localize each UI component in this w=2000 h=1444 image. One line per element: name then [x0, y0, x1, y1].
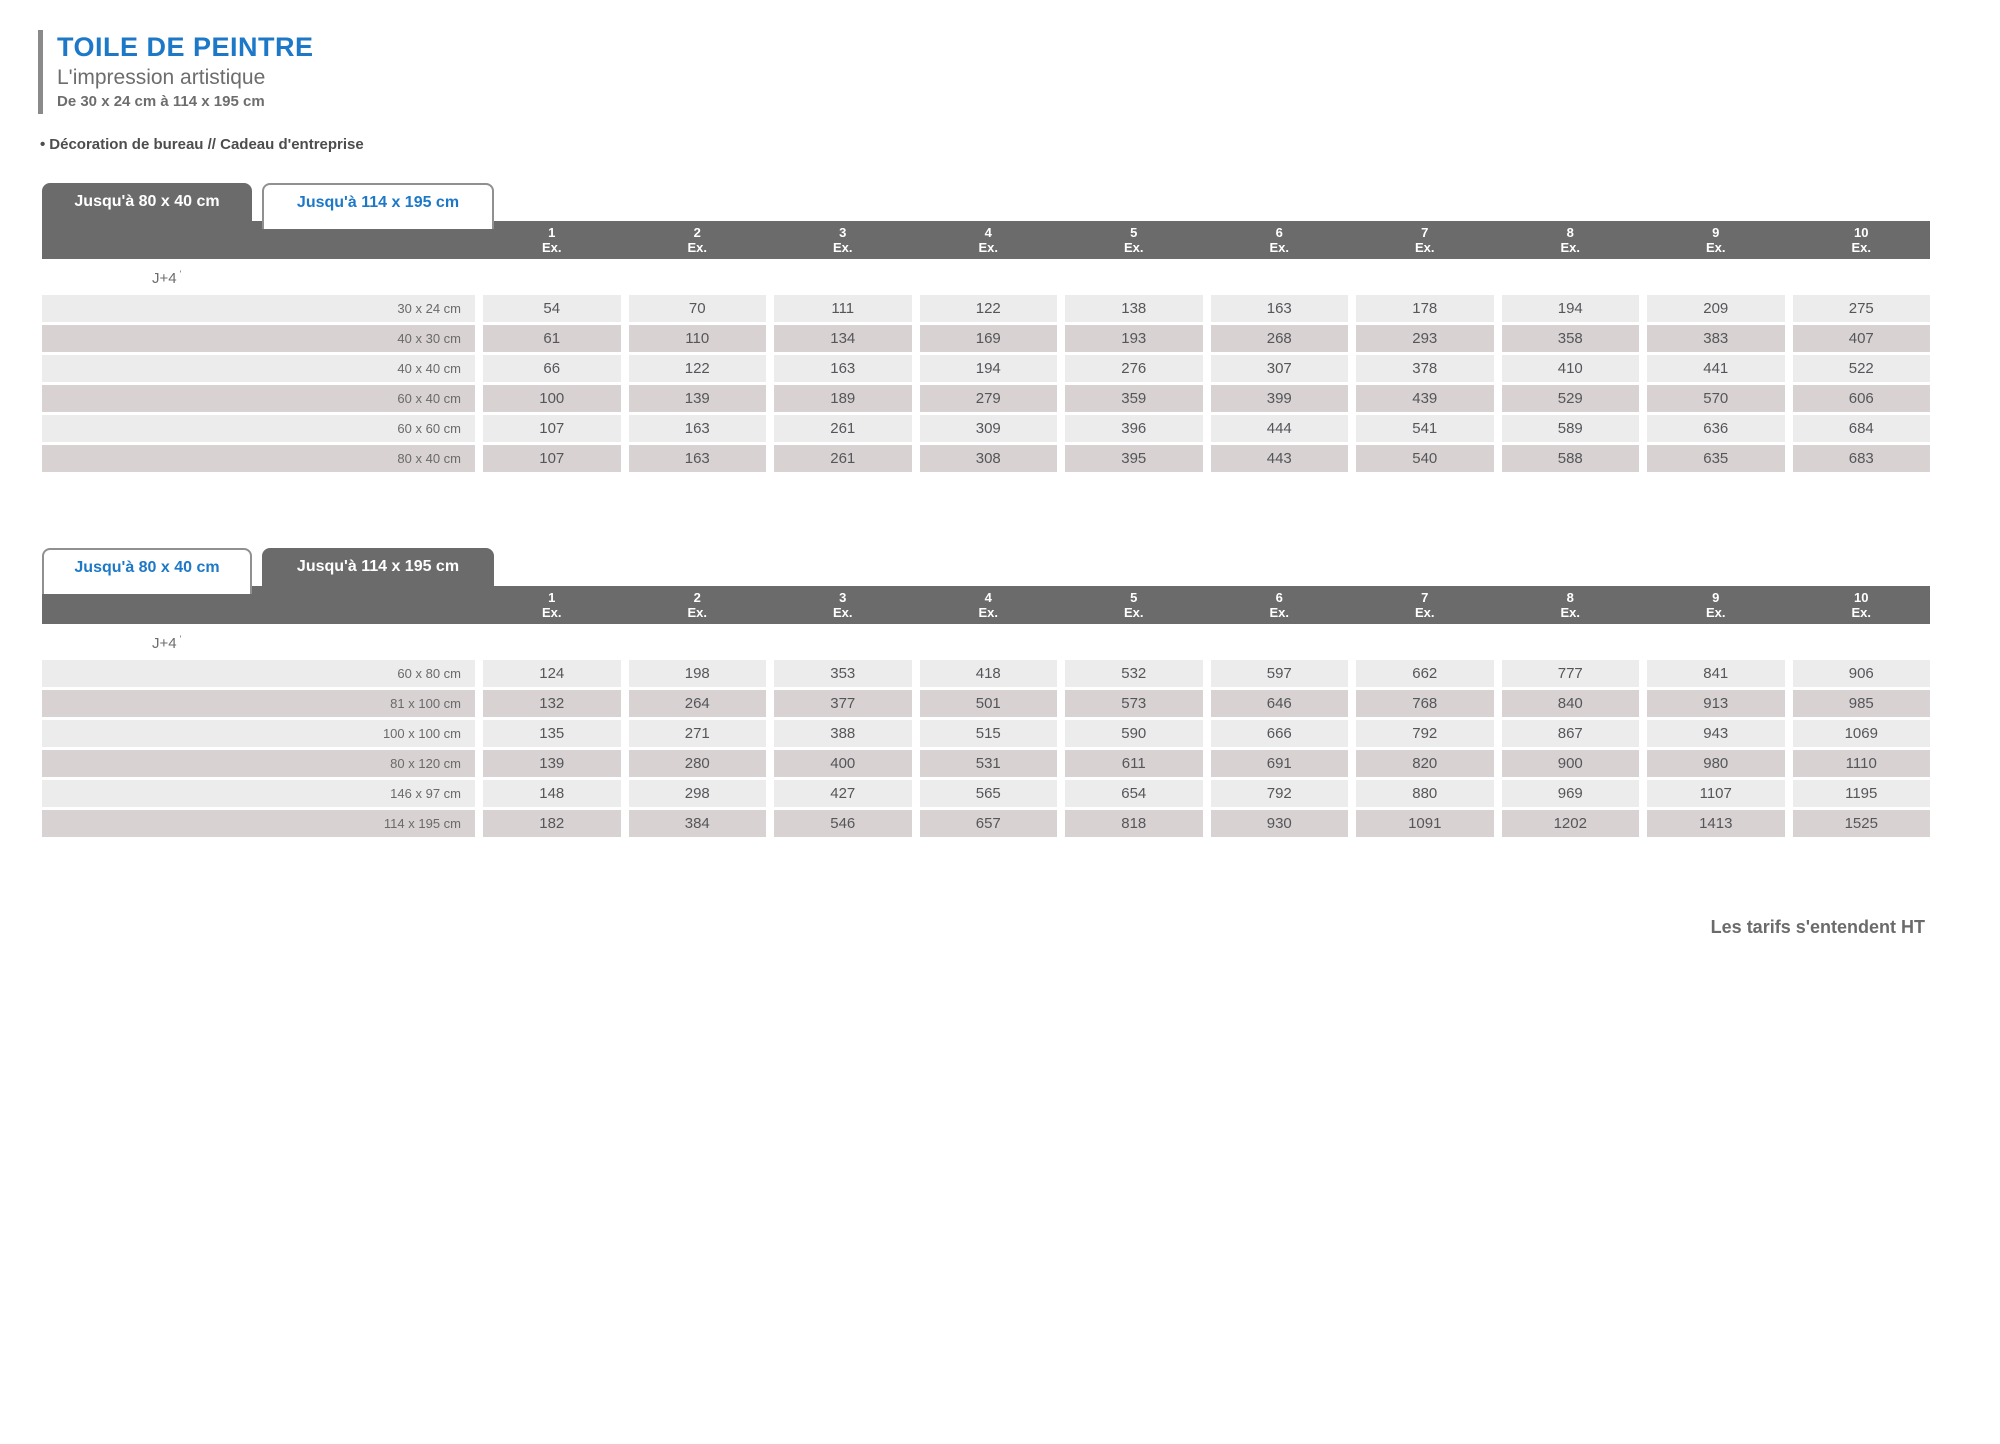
quantity-number: 10: [1854, 224, 1869, 240]
quantity-column-header: [1211, 225, 1349, 256]
price-cell: 906: [1793, 660, 1931, 687]
page-header: [38, 30, 2000, 114]
price-cell: 531: [920, 750, 1058, 777]
tab-row: [42, 546, 1930, 586]
size-label: 60 x 40 cm: [42, 385, 475, 412]
price-cell: 820: [1356, 750, 1494, 777]
size-label: 114 x 195 cm: [42, 810, 475, 837]
tab-row: [42, 181, 1930, 221]
quantity-unit: Ex.: [832, 604, 853, 620]
price-cell: 189: [774, 385, 912, 412]
price-cell: 900: [1502, 750, 1640, 777]
quantity-number: 6: [1275, 589, 1283, 605]
price-cell: 1202: [1502, 810, 1640, 837]
price-cell: 194: [920, 355, 1058, 382]
price-cell: 268: [1211, 325, 1349, 352]
price-cell: 657: [920, 810, 1058, 837]
quantity-unit: Ex.: [978, 604, 998, 620]
price-cell: 358: [1502, 325, 1640, 352]
quantity-column-header: [483, 225, 621, 256]
tagline-text: Décoration de bureau // Cadeau d'entreprise: [49, 136, 364, 153]
quantity-unit: Ex.: [1123, 239, 1144, 255]
price-cell: 280: [629, 750, 767, 777]
price-cell: 298: [629, 780, 767, 807]
price-cell: 636: [1647, 415, 1785, 442]
quantity-number: 1: [548, 589, 556, 605]
quantity-number: 3: [839, 224, 847, 240]
quantity-number: 10: [1854, 589, 1869, 605]
price-cell: 54: [483, 295, 621, 322]
price-cell: 163: [629, 445, 767, 472]
price-cell: 66: [483, 355, 621, 382]
pricing-tables: [0, 181, 2000, 837]
price-cell: 841: [1647, 660, 1785, 687]
quantity-column-header: [629, 225, 767, 256]
quantity-column-header: [1211, 590, 1349, 621]
quantity-column-header: [1356, 590, 1494, 621]
table-row: [42, 295, 1930, 322]
price-cell: 444: [1211, 415, 1349, 442]
size-label: 81 x 100 cm: [42, 690, 475, 717]
price-cell: 840: [1502, 690, 1640, 717]
price-cell: 691: [1211, 750, 1349, 777]
price-cell: 1413: [1647, 810, 1785, 837]
quantity-number: 5: [1130, 224, 1138, 240]
price-cell: 276: [1065, 355, 1203, 382]
tab-up-to-80x40[interactable]: Jusqu'à 80 x 40 cm: [42, 183, 252, 221]
quantity-column-header: [920, 590, 1058, 621]
price-cell: 407: [1793, 325, 1931, 352]
price-cell: 590: [1065, 720, 1203, 747]
price-cell: 1069: [1793, 720, 1931, 747]
size-label: 60 x 80 cm: [42, 660, 475, 687]
quantity-number: 8: [1566, 589, 1574, 605]
quantity-unit: Ex.: [1414, 239, 1435, 255]
price-cell: 1107: [1647, 780, 1785, 807]
quantity-number: 5: [1130, 589, 1138, 605]
price-cell: 399: [1211, 385, 1349, 412]
quantity-column-header: [1065, 225, 1203, 256]
price-cell: 378: [1356, 355, 1494, 382]
quantity-column-header: [1647, 225, 1785, 256]
price-cell: 597: [1211, 660, 1349, 687]
price-cell: 792: [1356, 720, 1494, 747]
lead-time-text: J+4: [152, 270, 177, 287]
quantity-column-header: [483, 590, 621, 621]
price-cell: 565: [920, 780, 1058, 807]
quantity-unit: Ex.: [832, 239, 853, 255]
price-cell: 501: [920, 690, 1058, 717]
quantity-number: 9: [1712, 224, 1720, 240]
price-cell: 969: [1502, 780, 1640, 807]
quantity-number: 8: [1566, 224, 1574, 240]
price-cell: 388: [774, 720, 912, 747]
price-cell: 139: [483, 750, 621, 777]
price-cell: 588: [1502, 445, 1640, 472]
quantity-unit: Ex.: [541, 239, 562, 255]
lead-time-footnote-mark: ': [179, 269, 182, 279]
quantity-unit: Ex.: [1414, 604, 1435, 620]
price-cell: 110: [629, 325, 767, 352]
size-label: 100 x 100 cm: [42, 720, 475, 747]
price-cell: 943: [1647, 720, 1785, 747]
price-cell: 261: [774, 415, 912, 442]
price-cell: 193: [1065, 325, 1203, 352]
price-cell: 930: [1211, 810, 1349, 837]
table-row: [42, 415, 1930, 442]
quantity-column-header: [1502, 225, 1640, 256]
price-cell: 353: [774, 660, 912, 687]
price-cell: 182: [483, 810, 621, 837]
quantity-number: 7: [1421, 589, 1429, 605]
price-cell: 427: [774, 780, 912, 807]
price-cell: 635: [1647, 445, 1785, 472]
price-cell: 275: [1793, 295, 1931, 322]
quantity-column-header: [774, 590, 912, 621]
price-cell: 777: [1502, 660, 1640, 687]
quantity-unit: Ex.: [1851, 604, 1871, 620]
price-cell: 570: [1647, 385, 1785, 412]
price-cell: 913: [1647, 690, 1785, 717]
price-cell: 264: [629, 690, 767, 717]
price-cell: 178: [1356, 295, 1494, 322]
quantity-column-header: [629, 590, 767, 621]
page-title: TOILE DE PEINTRE: [57, 32, 314, 62]
price-cell: 307: [1211, 355, 1349, 382]
price-cell: 396: [1065, 415, 1203, 442]
quantity-column-header: [1793, 590, 1931, 621]
quantity-number: 2: [693, 224, 701, 240]
lead-time-text: J+4: [152, 635, 177, 652]
price-cell: 308: [920, 445, 1058, 472]
price-cell: 418: [920, 660, 1058, 687]
price-cell: 611: [1065, 750, 1203, 777]
quantity-number: 6: [1275, 224, 1283, 240]
price-cell: 122: [920, 295, 1058, 322]
price-cell: 395: [1065, 445, 1203, 472]
price-cell: 163: [774, 355, 912, 382]
quantity-column-header: [1065, 590, 1203, 621]
size-range: De 30 x 24 cm à 114 x 195 cm: [57, 93, 265, 110]
price-cell: 61: [483, 325, 621, 352]
table-row: [42, 355, 1930, 382]
price-cell: 646: [1211, 690, 1349, 717]
price-cell: 410: [1502, 355, 1640, 382]
price-cell: 1110: [1793, 750, 1931, 777]
size-label: 40 x 40 cm: [42, 355, 475, 382]
quantity-unit: Ex.: [1269, 604, 1289, 620]
quantity-unit: Ex.: [1560, 604, 1580, 620]
quantity-column-header: [920, 225, 1058, 256]
size-label: 30 x 24 cm: [42, 295, 475, 322]
price-cell: 606: [1793, 385, 1931, 412]
price-table-group: [42, 546, 1930, 837]
price-cell: 768: [1356, 690, 1494, 717]
price-cell: 441: [1647, 355, 1785, 382]
price-cell: 666: [1211, 720, 1349, 747]
price-cell: 980: [1647, 750, 1785, 777]
tab-up-to-114x195[interactable]: Jusqu'à 114 x 195 cm: [262, 548, 494, 586]
price-cell: 400: [774, 750, 912, 777]
lead-time-label: [42, 259, 1930, 295]
price-cell: 867: [1502, 720, 1640, 747]
price-cell: 261: [774, 445, 912, 472]
size-label: 146 x 97 cm: [42, 780, 475, 807]
price-cell: 163: [1211, 295, 1349, 322]
price-cell: 1091: [1356, 810, 1494, 837]
price-cell: 1195: [1793, 780, 1931, 807]
tab-up-to-80x40[interactable]: Jusqu'à 80 x 40 cm: [42, 548, 252, 594]
price-cell: 359: [1065, 385, 1203, 412]
quantity-unit: Ex.: [1123, 604, 1144, 620]
quantity-number: 2: [693, 589, 701, 605]
lead-time-label: [42, 624, 1930, 660]
quantity-unit: Ex.: [978, 239, 998, 255]
price-cell: 122: [629, 355, 767, 382]
price-cell: 522: [1793, 355, 1931, 382]
table-row: [42, 780, 1930, 807]
table-row: [42, 690, 1930, 717]
quantity-number: 4: [984, 224, 992, 240]
price-cell: 541: [1356, 415, 1494, 442]
quantity-column-header: [774, 225, 912, 256]
price-cell: 654: [1065, 780, 1203, 807]
price-cell: 377: [774, 690, 912, 717]
tagline: [40, 136, 2000, 153]
price-cell: 662: [1356, 660, 1494, 687]
price-cell: 1525: [1793, 810, 1931, 837]
footer-note: Les tarifs s'entendent HT: [1710, 917, 1925, 937]
price-cell: 279: [920, 385, 1058, 412]
price-cell: 540: [1356, 445, 1494, 472]
tab-up-to-114x195[interactable]: Jusqu'à 114 x 195 cm: [262, 183, 494, 229]
table-row: [42, 385, 1930, 412]
price-cell: 134: [774, 325, 912, 352]
price-cell: 198: [629, 660, 767, 687]
price-cell: 124: [483, 660, 621, 687]
price-cell: 383: [1647, 325, 1785, 352]
price-cell: 684: [1793, 415, 1931, 442]
price-cell: 880: [1356, 780, 1494, 807]
price-cell: 132: [483, 690, 621, 717]
price-cell: 818: [1065, 810, 1203, 837]
quantity-number: 4: [984, 589, 992, 605]
size-label: 80 x 120 cm: [42, 750, 475, 777]
table-row: [42, 750, 1930, 777]
price-cell: 443: [1211, 445, 1349, 472]
price-cell: 792: [1211, 780, 1349, 807]
price-cell: 107: [483, 445, 621, 472]
price-cell: 209: [1647, 295, 1785, 322]
lead-time-footnote-mark: ': [179, 634, 182, 644]
quantity-column-header: [1793, 225, 1931, 256]
quantity-column-header: [1647, 590, 1785, 621]
quantity-column-header: [1502, 590, 1640, 621]
price-cell: 139: [629, 385, 767, 412]
table-row: [42, 810, 1930, 837]
quantity-unit: Ex.: [1560, 239, 1580, 255]
price-cell: 100: [483, 385, 621, 412]
quantity-number: 9: [1712, 589, 1720, 605]
price-cell: 529: [1502, 385, 1640, 412]
size-label: 60 x 60 cm: [42, 415, 475, 442]
price-cell: 573: [1065, 690, 1203, 717]
price-cell: 111: [774, 295, 912, 322]
price-cell: 271: [629, 720, 767, 747]
price-cell: 169: [920, 325, 1058, 352]
price-cell: 683: [1793, 445, 1931, 472]
quantity-header-bar: [42, 586, 1930, 624]
price-cell: 163: [629, 415, 767, 442]
price-cell: 309: [920, 415, 1058, 442]
quantity-unit: Ex.: [541, 604, 562, 620]
quantity-number: 7: [1421, 224, 1429, 240]
price-cell: 194: [1502, 295, 1640, 322]
price-cell: 515: [920, 720, 1058, 747]
quantity-number: 3: [839, 589, 847, 605]
table-row: [42, 445, 1930, 472]
price-cell: 384: [629, 810, 767, 837]
quantity-unit: Ex.: [1705, 604, 1726, 620]
quantity-column-header: [1356, 225, 1494, 256]
price-cell: 138: [1065, 295, 1203, 322]
quantity-unit: Ex.: [1269, 239, 1289, 255]
table-row: [42, 660, 1930, 687]
price-cell: 439: [1356, 385, 1494, 412]
price-cell: 148: [483, 780, 621, 807]
price-cell: 985: [1793, 690, 1931, 717]
price-cell: 107: [483, 415, 621, 442]
quantity-unit: Ex.: [687, 604, 707, 620]
bullet-icon: •: [40, 136, 46, 153]
quantity-number: 1: [548, 224, 556, 240]
page-subtitle: L'impression artistique: [57, 66, 266, 89]
quantity-unit: Ex.: [1705, 239, 1726, 255]
price-cell: 135: [483, 720, 621, 747]
price-cell: 293: [1356, 325, 1494, 352]
price-cell: 70: [629, 295, 767, 322]
size-label: 80 x 40 cm: [42, 445, 475, 472]
price-cell: 589: [1502, 415, 1640, 442]
table-row: [42, 720, 1930, 747]
price-cell: 546: [774, 810, 912, 837]
table-row: [42, 325, 1930, 352]
quantity-unit: Ex.: [1851, 239, 1871, 255]
size-label: 40 x 30 cm: [42, 325, 475, 352]
quantity-unit: Ex.: [687, 239, 707, 255]
price-table-group: [42, 181, 1930, 472]
price-cell: 532: [1065, 660, 1203, 687]
